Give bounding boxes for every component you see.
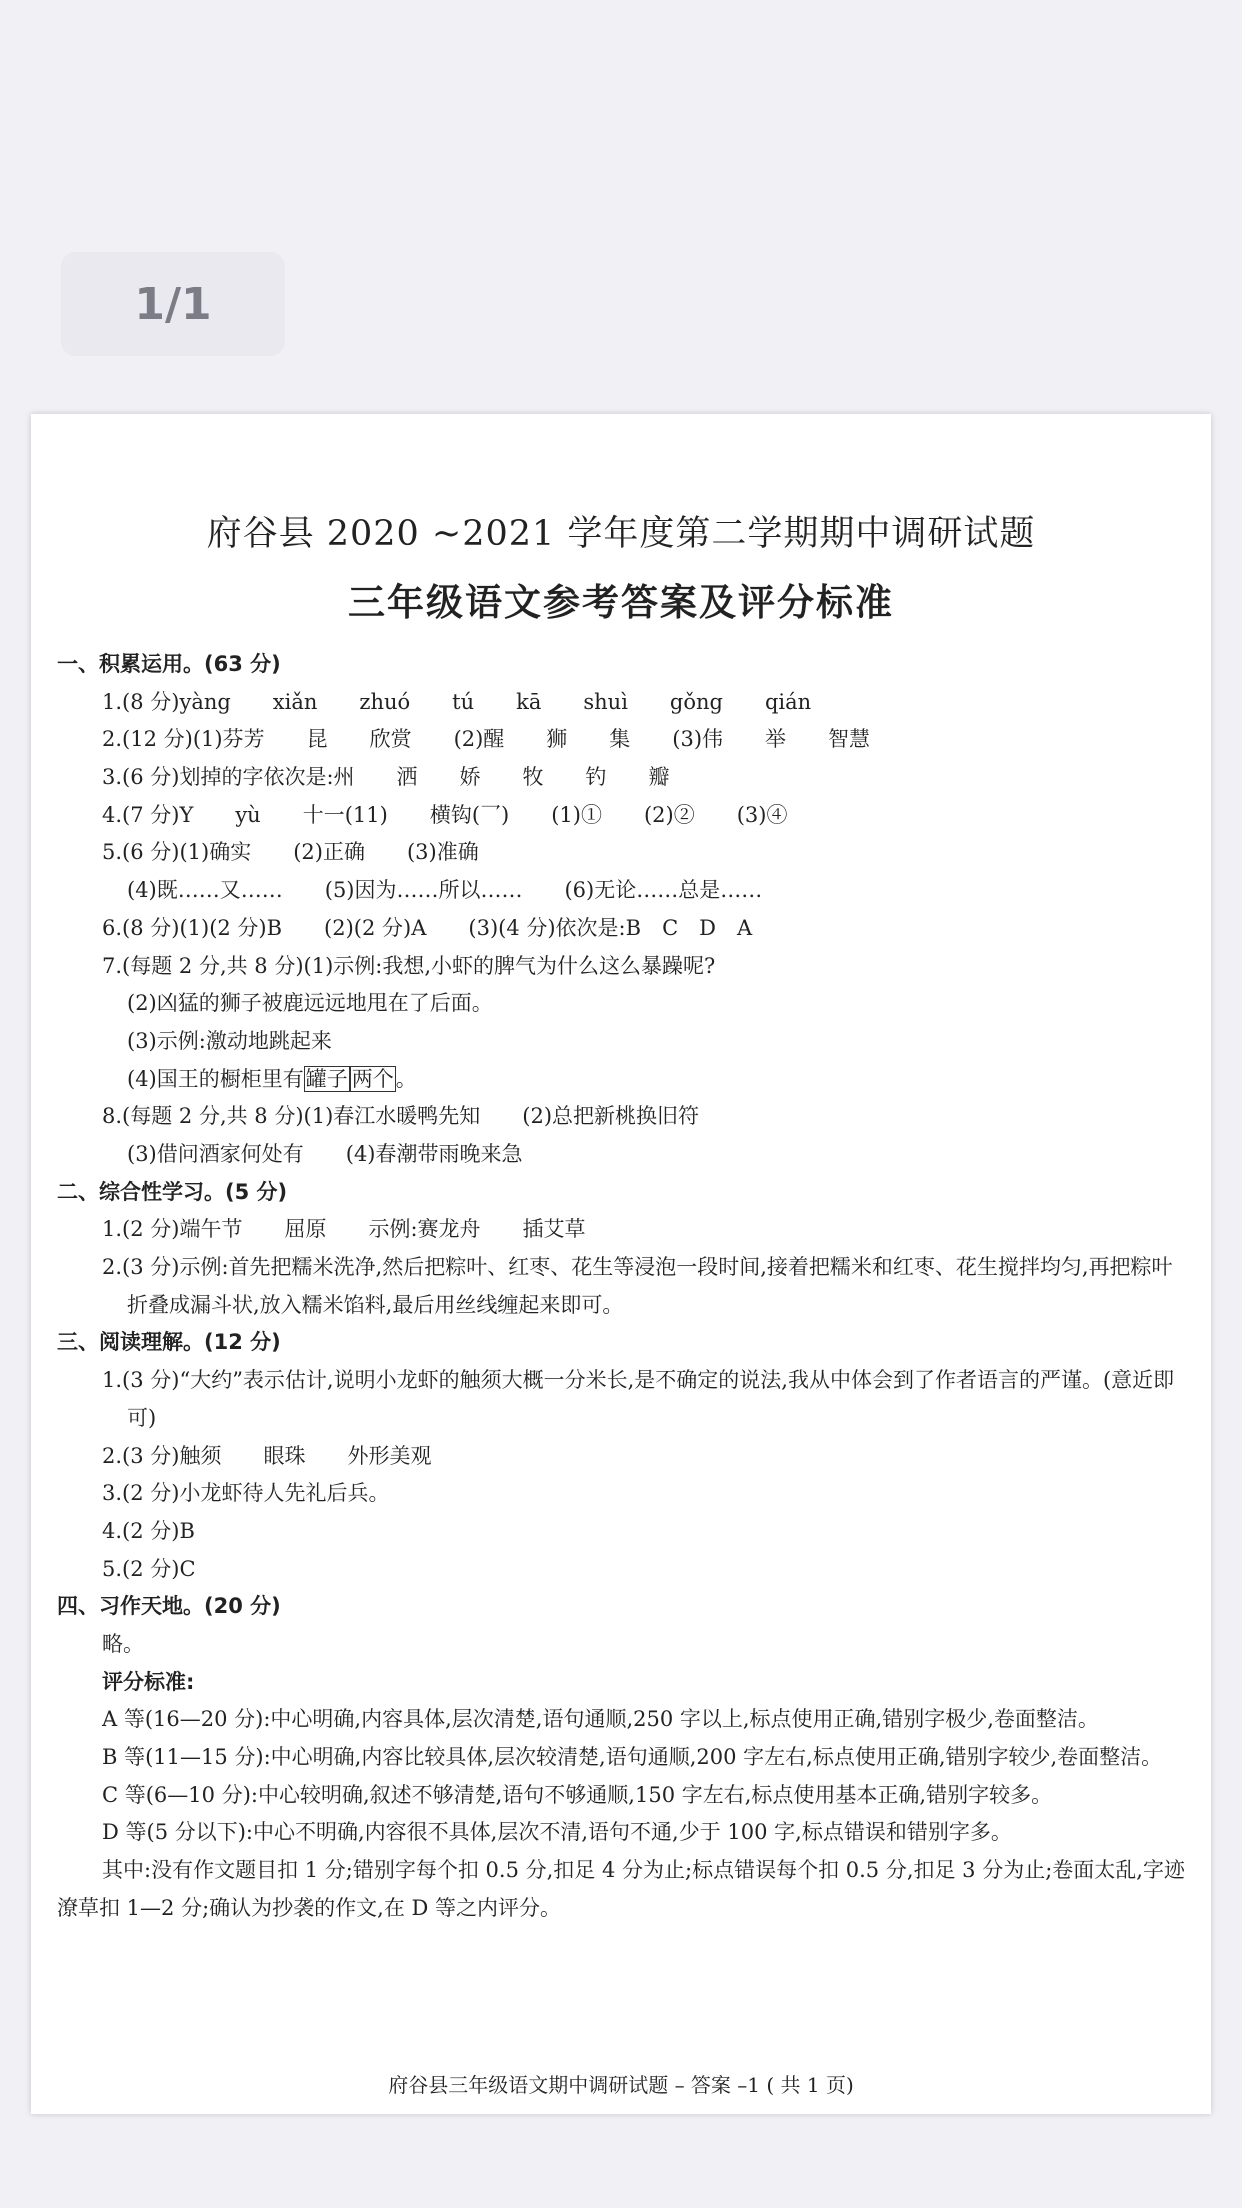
answer-line: 2.(12 分)(1)芬芳 昆 欣赏 (2)醒 狮 集 (3)伟 举 智慧 <box>102 727 871 752</box>
grading-note: 其中:没有作文题目扣 1 分;错别字每个扣 0.5 分,扣足 4 分为止;标点错误每个扣 0.5 分,扣足 3 分为止;卷面太乱,字迹潦草扣 1—2 分;确认为抄袭的作文,在 D 等之内评分。 <box>57 1858 1185 1920</box>
section-heading: 三、阅读理解。(12 分) <box>57 1330 281 1355</box>
answer-line: 4.(2 分)B <box>102 1518 195 1543</box>
answer-line: 略。 <box>102 1631 144 1656</box>
grading-heading: 评分标准: <box>102 1669 195 1694</box>
answer-paragraph: 2.(3 分)示例:首先把糯米洗净,然后把粽叶、红枣、花生等浸泡一段时间,接着把糯米和红枣、花生搅拌均匀,再把粽叶折叠成漏斗状,放入糯米馅料,最后用丝线缠起来即可。 <box>102 1255 1173 1317</box>
exam-title: 府谷县 2020 ~2021 学年度第二学期期中调研试题 <box>206 514 1036 554</box>
answer-line: 2.(3 分)触须 眼珠 外形美观 <box>102 1443 432 1468</box>
document-body <box>57 646 1189 1928</box>
grading-criterion: B 等(11—15 分):中心明确,内容比较具体,层次较清楚,语句通顺,200 字左右,标点使用正确,错别字较少,卷面整洁。 <box>102 1745 1163 1770</box>
answer-text: 。 <box>395 1066 417 1091</box>
answer-line: 4.(7 分)Y yù 十一(11) 横钩(乛) (1)① (2)② (3)④ <box>102 802 788 827</box>
section-heading: 二、综合性学习。(5 分) <box>57 1179 288 1204</box>
answer-line: 5.(6 分)(1)确实 (2)正确 (3)准确 <box>102 840 479 865</box>
grading-criterion: A 等(16—20 分):中心明确,内容具体,层次清楚,语句通顺,250 字以上,标点使用正确,错别字极少,卷面整洁。 <box>102 1707 1099 1732</box>
answer-text: (4)国王的橱柜里有 <box>127 1066 304 1091</box>
answer-paragraph: 1.(3 分)“大约”表示估计,说明小龙虾的触须大概一分米长,是不确定的说法,我从中体会到了作者语言的严谨。(意近即可) <box>102 1368 1175 1430</box>
answer-line: 8.(每题 2 分,共 8 分)(1)春江水暖鸭先知 (2)总把新桃换旧符 <box>102 1104 700 1129</box>
answer-line <box>57 1061 1189 1099</box>
grading-criterion: D 等(5 分以下):中心不明确,内容很不具体,层次不清,语句不通,少于 100 字,标点错误和错别字多。 <box>102 1820 1012 1845</box>
answer-line: 5.(2 分)C <box>102 1556 196 1581</box>
answer-line: (3)借问酒家何处有 (4)春潮带雨晚来急 <box>127 1141 523 1166</box>
boxed-word: 两个 <box>351 1066 394 1091</box>
page-indicator[interactable]: 1/1 <box>61 252 285 356</box>
section-heading: 一、积累运用。(63 分) <box>57 652 281 676</box>
answer-line: 3.(6 分)划掉的字依次是:州 洒 娇 牧 钓 瓣 <box>102 765 670 790</box>
answer-line: 1.(8 分)yàng xiǎn zhuó tú kā shuì gǒng qián <box>102 689 812 714</box>
answer-line: (4)既……又…… (5)因为……所以…… (6)无论……总是…… <box>127 878 763 903</box>
page-footer: 府谷县三年级语文期中调研试题 – 答案 –1 ( 共 1 页) <box>388 2073 854 2097</box>
answer-line: 1.(2 分)端午节 屈原 示例:赛龙舟 插艾草 <box>102 1217 586 1242</box>
boxed-word: 罐子 <box>305 1066 348 1091</box>
answer-line: 7.(每题 2 分,共 8 分)(1)示例:我想,小虾的脾气为什么这么暴躁呢? <box>102 953 716 978</box>
answer-key-title: 三年级语文参考答案及评分标准 <box>348 581 894 624</box>
answer-line: 6.(8 分)(1)(2 分)B (2)(2 分)A (3)(4 分)依次是:B C D A <box>102 915 753 940</box>
grading-criterion: C 等(6—10 分):中心较明确,叙述不够清楚,语句不够通顺,150 字左右,标点使用基本正确,错别字较多。 <box>102 1782 1053 1807</box>
answer-line: (2)凶猛的狮子被鹿远远地甩在了后面。 <box>127 991 493 1016</box>
section-heading: 四、习作天地。(20 分) <box>57 1594 281 1619</box>
answer-line: (3)示例:激动地跳起来 <box>127 1028 332 1053</box>
answer-line: 3.(2 分)小龙虾待人先礼后兵。 <box>102 1481 390 1506</box>
document-page <box>31 414 1211 2114</box>
